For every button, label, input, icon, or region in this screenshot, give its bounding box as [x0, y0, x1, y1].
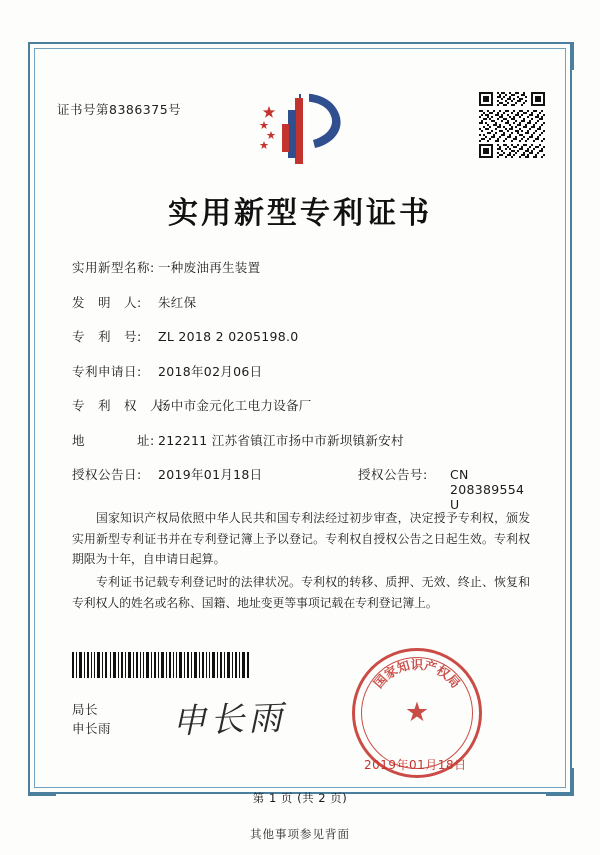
body-paragraph-2: 专利证书记载专利登记时的法律状况。专利权的转移、质押、无效、终止、恢复和专利权人的姓名或名称、国籍、地址变更等事项记载在专利登记簿上。	[72, 574, 530, 610]
field-value-patent-number: ZL 2018 2 0205198.0	[158, 329, 299, 344]
seal-arc-label: 国家知识产权局	[370, 657, 464, 691]
field-label-name: 实用新型名称:	[72, 260, 155, 275]
field-row-address	[72, 431, 532, 449]
field-label-address: 地 址:	[72, 432, 155, 448]
director-name: 申长雨	[72, 721, 112, 737]
field-value-patentee: 扬中市金元化工电力设备厂	[158, 398, 312, 413]
field-label-grant-number: 授权公告号:	[358, 467, 428, 482]
field-label-grant-date: 授权公告日:	[72, 467, 142, 482]
field-value-grant-number: CN 208389554 U	[450, 467, 525, 512]
field-row-application-date	[72, 362, 532, 380]
field-label-patent-number: 专 利 号:	[72, 329, 142, 344]
field-row-patent-number	[72, 327, 532, 345]
field-value-address: 212211 江苏省镇江市扬中市新坝镇新安村	[158, 432, 404, 448]
page-number: 第 1 页 (共 2 页)	[252, 791, 348, 805]
field-row-inventor	[72, 293, 532, 311]
field-value-grant-date: 2019年01月18日	[158, 467, 263, 482]
svg-text:国家知识产权局	[371, 657, 464, 691]
field-label-patentee: 专 利 权 人:	[72, 398, 168, 413]
field-row-patentee	[72, 396, 532, 414]
field-value-inventor: 朱红保	[158, 294, 197, 310]
certificate-number: 证书号第8386375号	[57, 102, 182, 117]
director-title: 局长	[72, 702, 99, 717]
field-value-application-date: 2018年02月06日	[158, 363, 263, 379]
field-row-name	[72, 258, 532, 276]
seal-star-icon: ★	[404, 696, 430, 728]
field-list	[72, 258, 532, 529]
page-title: 实用新型专利证书	[168, 196, 432, 231]
patent-office-emblem-icon	[255, 88, 347, 170]
field-value-name: 一种废油再生装置	[158, 260, 261, 275]
qr-code-icon	[479, 92, 545, 158]
director-block	[72, 700, 111, 739]
body-text	[72, 508, 530, 615]
seal-date: 2019年01月18日	[364, 758, 467, 772]
field-row-grant	[72, 465, 532, 512]
field-label-application-date: 专利申请日:	[72, 363, 142, 379]
field-label-inventor: 发 明 人:	[72, 294, 142, 310]
handwritten-signature: 申长雨	[171, 698, 287, 742]
border-corner-top-left	[28, 42, 56, 70]
barcode-icon	[72, 652, 252, 678]
border-corner-top-right	[546, 42, 574, 70]
footer-note: 其他事项参见背面	[250, 827, 350, 841]
body-paragraph-1: 国家知识产权局依照中华人民共和国专利法经过初步审查，决定授予专利权，颁发实用新型专利证书并在专利登记簿上予以登记。专利权自授权公告之日起生效。专利权期限为十年，自申请日起算。	[72, 511, 530, 567]
